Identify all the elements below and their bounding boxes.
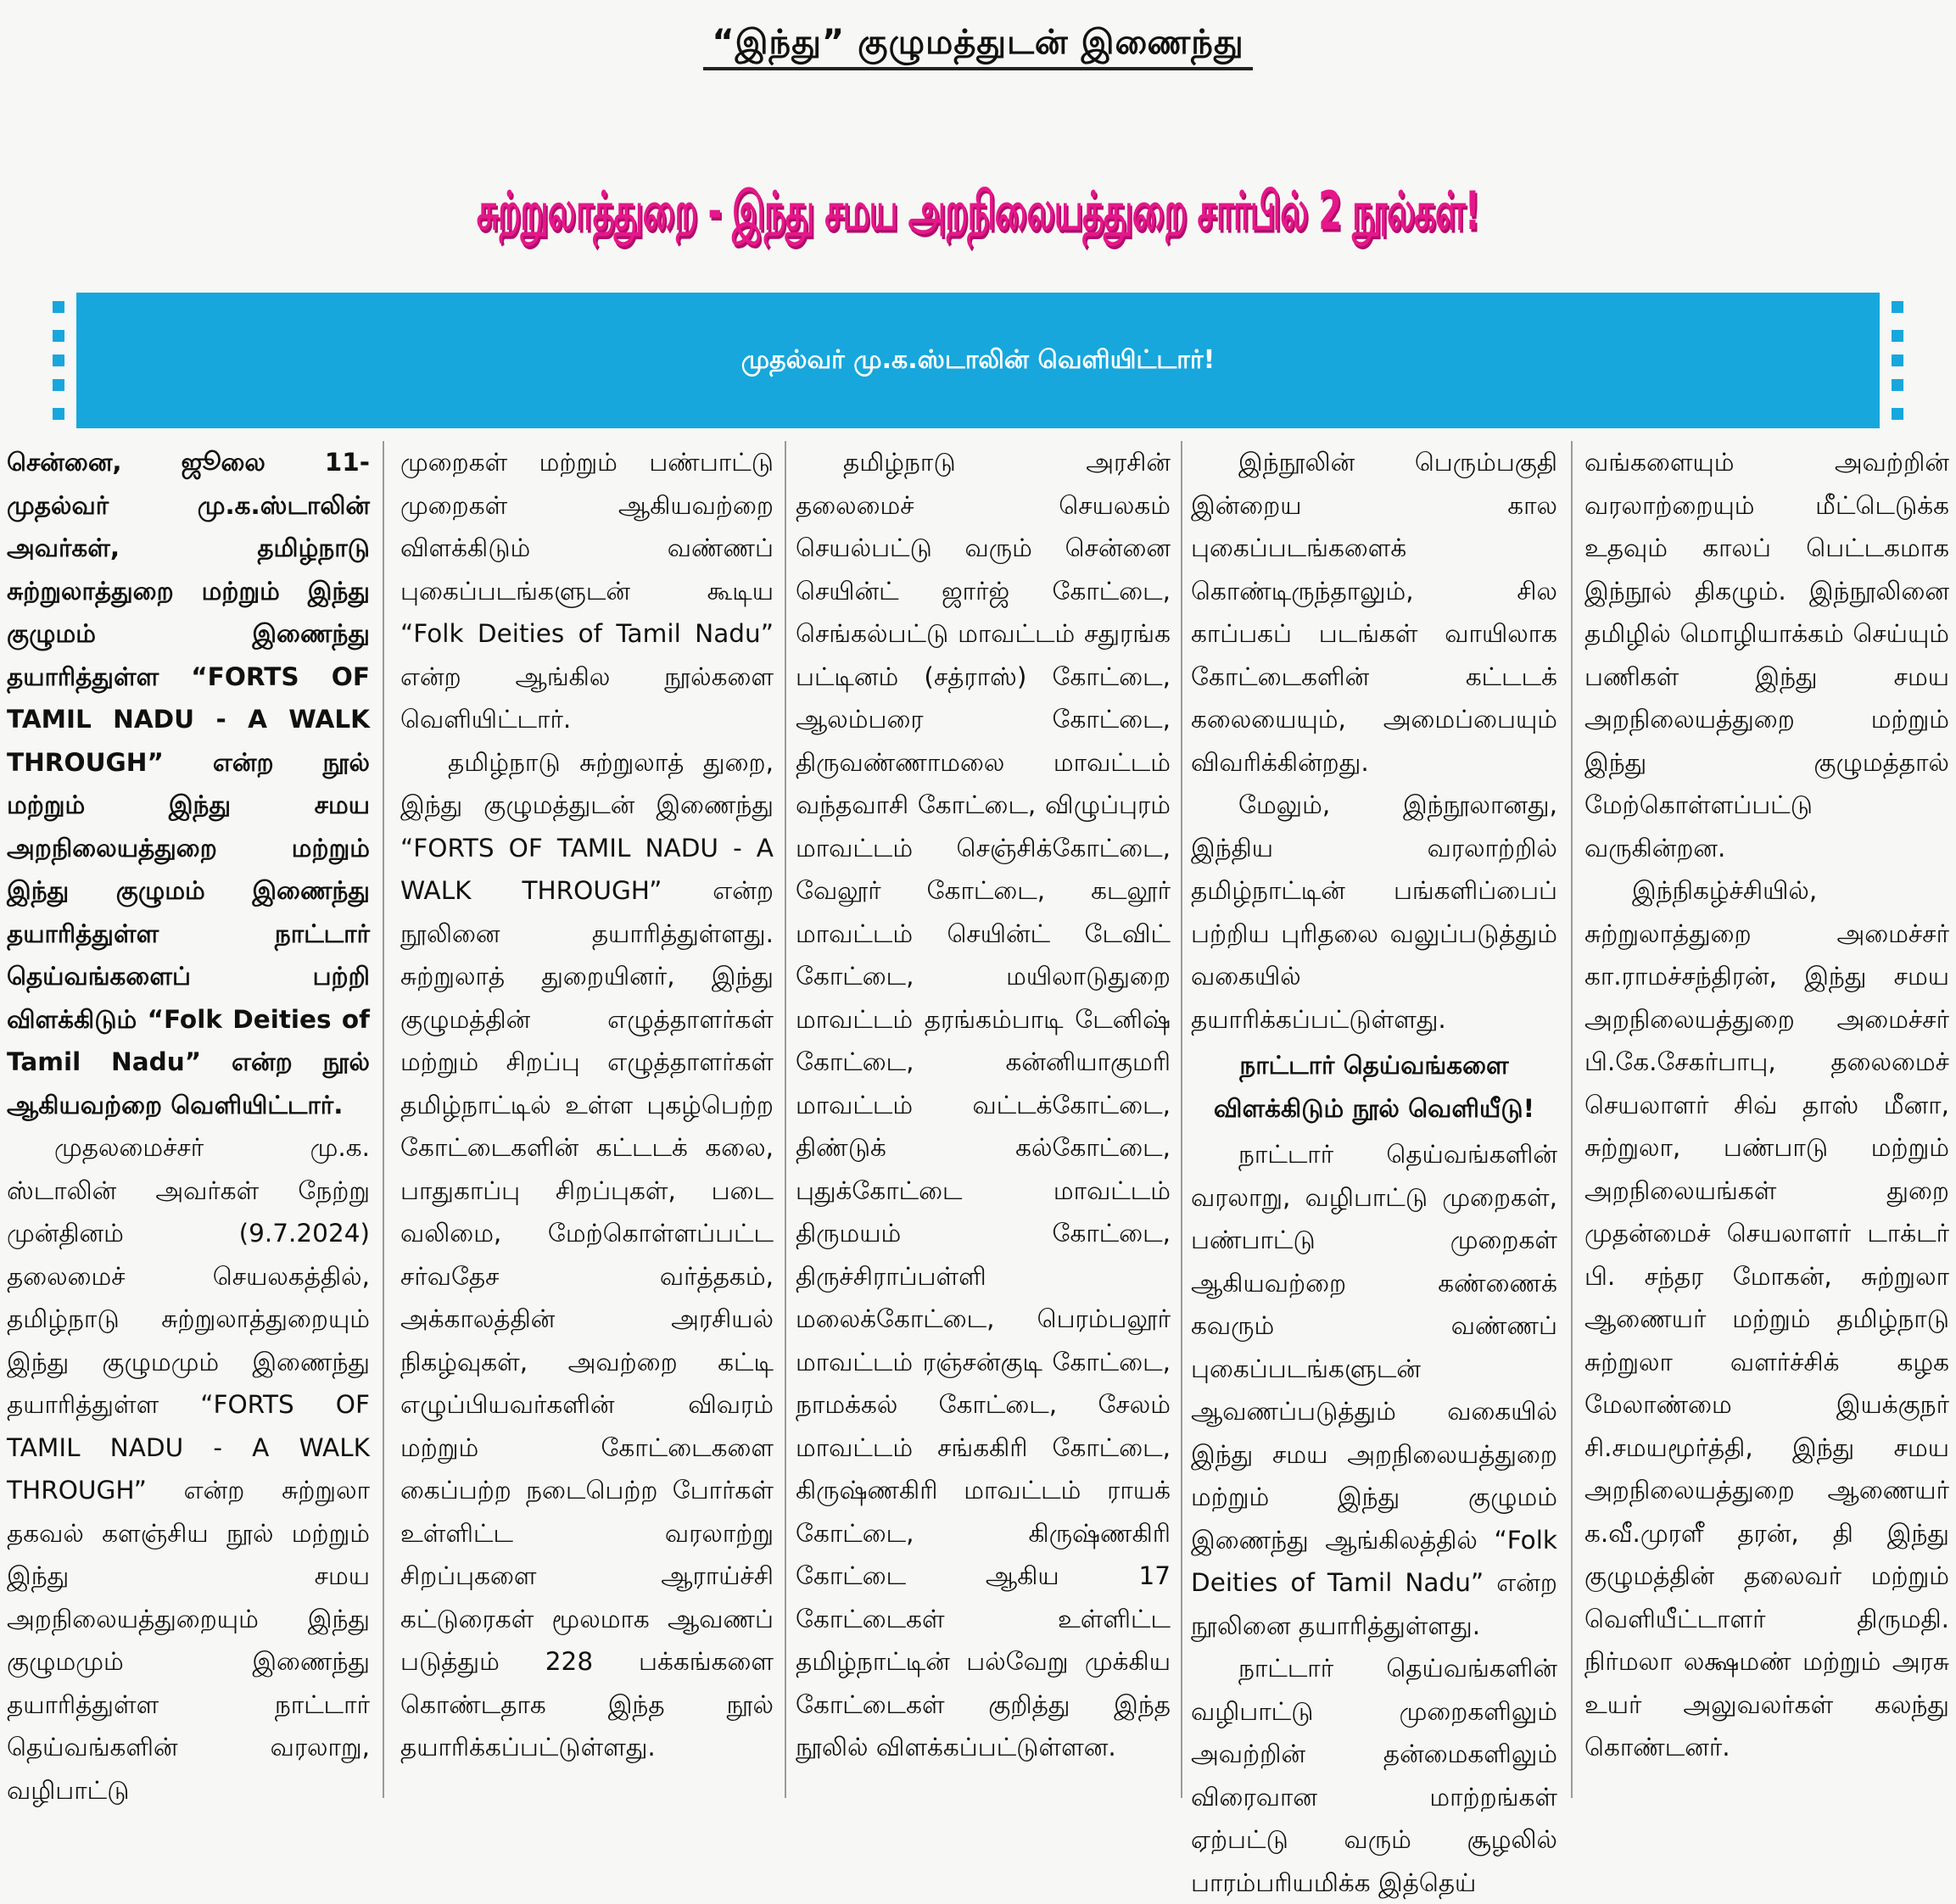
banner-right-ornament [1892, 293, 1903, 428]
body-paragraph: தமிழ்நாடு அரசின் தலைமைச் செயலகம் செயல்பட்டு வரும் சென்னை செயின்ட் ஜார்ஜ் கோட்டை, செங்கல்பட்டு மாவட்டம் சதுரங்க பட்டினம் (சத்ராஸ்) கோட்டை, ஆலம்பரை கோட்டை, திருவண்ணாமலை மாவட்டம் வந்தவாசி கோட்டை, விழுப்புரம் மாவட்டம் செஞ்சிக்கோட்டை, வேலூர் கோட்டை, கடலூர் மாவட்டம் செயின்ட் டேவிட் கோட்டை, மயிலாடுதுறை மாவட்டம் தரங்கம்பாடி டேனிஷ் கோட்டை, கன்னியாகுமரி மாவட்டம் வட்டக்கோட்டை, திண்டுக் கல்கோட்டை, புதுக்கோட்டை மாவட்டம் திருமயம் கோட்டை, திருச்சிராப்பள்ளி மலைக்கோட்டை, பெரம்பலூர் மாவட்டம் ரஞ்சன்குடி கோட்டை, நாமக்கல் கோட்டை, சேலம் மாவட்டம் சங்ககிரி கோட்டை, கிருஷ்ணகிரி மாவட்டம் ராயக் கோட்டை, கிருஷ்ணகிரி கோட்டை ஆகிய 17 கோட்டைகள் உள்ளிட்ட தமிழ்நாட்டின் பல்வேறு முக்கிய கோட்டைகள் குறித்து இந்த நூலில் விளக்கப்பட்டுள்ளன. [796, 448, 1171, 1762]
banner-left-ornament [53, 293, 64, 428]
body-paragraph: இந்நிகழ்ச்சியில், சுற்றுலாத்துறை அமைச்சர் கா.ராமச்சந்திரன், இந்து சமய அறநிலையத்துறை அமைச்சர் பி.கே.சேகர்பாபு, தலைமைச் செயலாளர் சிவ் தாஸ் மீனா, சுற்றுலா, பண்பாடு மற்றும் அறநிலையங்கள் துறை முதன்மைச் செயலாளர் டாக்டர் பி. சந்தர மோகன், சுற்றுலா ஆணையர் மற்றும் தமிழ்நாடு சுற்றுலா வளர்ச்சிக் கழக மேலாண்மை இயக்குநர் சி.சமயமூர்த்தி, இந்து சமய அறநிலையத்துறை ஆணையர் க.வீ.முரளீ தரன், தி இந்து குழுமத்தின் தலைவர் மற்றும் வெளியீட்டாளர் திருமதி. நிர்மலா லக்ஷமண் மற்றும் அரசு உயர் அலுவலர்கள் கலந்து கொண்டனர். [1584, 876, 1949, 1762]
column-rule [383, 441, 384, 1798]
section-subheading: நாட்டார் தெய்வங்களை விளக்கிடும் நூல் வெளியீடு! [1213, 1051, 1535, 1123]
body-paragraph: முறைகள் மற்றும் பண்பாட்டு முறைகள் ஆகியவற்றை விளக்கிடும் வண்ணப் புகைப்படங்களுடன் கூடிய “Folk Deities of Tamil Nadu” என்ற ஆங்கில நூல்களை வெளியிட்டார். [400, 448, 774, 734]
body-paragraph: வங்களையும் அவற்றின் வரலாற்றையும் மீட்டெடுக்க உதவும் காலப் பெட்டகமாக இந்நூல் திகழும். இந்நூலினை தமிழில் மொழியாக்கம் செய்யும் பணிகள் இந்து சமய அறநிலையத்துறை மற்றும் இந்து குழுமத்தால் மேற்கொள்ளப்பட்டு வருகின்றன. [1584, 448, 1949, 863]
body-paragraph: நாட்டார் தெய்வங்களின் வழிபாட்டு முறைகளிலும் அவற்றின் தன்மைகளிலும் விரைவான மாற்றங்கள் ஏற்பட்டு வரும் சூழலில் பாரம்பரியமிக்க இத்தெய் [1191, 1654, 1557, 1897]
article-column-4 [1191, 441, 1557, 1897]
article-column-3 [796, 441, 1171, 1806]
kicker-text: “இந்து” குழுமத்துடன் இணைந்து [703, 23, 1252, 70]
kicker-line [0, 3, 1956, 81]
body-paragraph: மேலும், இந்நூலானது, இந்திய வரலாற்றில் தமிழ்நாட்டின் பங்களிப்பைப் பற்றிய புரிதலை வலுப்படுத்தும் வகையில் தயாரிக்கப்பட்டுள்ளது. [1191, 790, 1557, 1034]
article-column-5 [1584, 441, 1949, 1806]
article-column-2 [400, 441, 774, 1806]
lead-paragraph: சென்னை, ஜூலை 11- முதல்வர் மு.க.ஸ்டாலின் அவர்கள், தமிழ்நாடு சுற்றுலாத்துறை மற்றும் இந்து குழுமம் இணைந்து தயாரித்துள்ள “FORTS OF TAMIL NADU - A WALK THROUGH” என்ற நூல் மற்றும் இந்து சமய அறநிலையத்துறை மற்றும் இந்து குழுமம் இணைந்து தயாரித்துள்ள நாட்டார் தெய்வங்களைப் பற்றி விளக்கிடும் “Folk Deities of Tamil Nadu” என்ற நூல் ஆகியவற்றை வெளியிட்டார். [7, 448, 370, 1120]
column-rule [1571, 441, 1573, 1798]
article-column-1 [7, 441, 370, 1806]
body-paragraph: முதலமைச்சர் மு.க. ஸ்டாலின் அவர்கள் நேற்று முன்தினம் (9.7.2024) தலைமைச் செயலகத்தில், தமிழ்நாடு சுற்றுலாத்துறையும் இந்து குழுமமும் இணைந்து தயாரித்துள்ள “FORTS OF TAMIL NADU - A WALK THROUGH” என்ற சுற்றுலா தகவல் களஞ்சிய நூல் மற்றும் இந்து சமய அறநிலையத்துறையும் இந்து குழுமமும் இணைந்து தயாரித்துள்ள நாட்டார் தெய்வங்களின் வரலாறு, வழிபாட்டு [7, 1133, 370, 1805]
main-headline: சுற்றுலாத்துறை - இந்து சமய அறநிலையத்துறை சார்பில் 2 நூல்கள்! [476, 181, 1480, 243]
column-rule [1181, 441, 1182, 1798]
body-paragraph: தமிழ்நாடு சுற்றுலாத் துறை, இந்து குழுமத்துடன் இணைந்து “FORTS OF TAMIL NADU - A WALK THROUGH” என்ற நூலினை தயாரித்துள்ளது. சுற்றுலாத் துறையினர், இந்து குழுமத்தின் எழுத்தாளர்கள் மற்றும் சிறப்பு எழுத்தாளர்கள் தமிழ்நாட்டில் உள்ள புகழ்பெற்ற கோட்டைகளின் கட்டடக் கலை, பாதுகாப்பு சிறப்புகள், படை வலிமை, மேற்கொள்ளப்பட்ட சர்வதேச வர்த்தகம், அக்காலத்தின் அரசியல் நிகழ்வுகள், அவற்றை கட்டி எழுப்பியவர்களின் விவரம் மற்றும் கோட்டைகளை கைப்பற்ற நடைபெற்ற போர்கள் உள்ளிட்ட வரலாற்று சிறப்புகளை ஆராய்ச்சி கட்டுரைகள் மூலமாக ஆவணப் படுத்தும் 228 பக்கங்களை கொண்டதாக இந்த நூல் தயாரிக்கப்பட்டுள்ளது. [400, 747, 774, 1762]
body-paragraph: நாட்டார் தெய்வங்களின் வரலாறு, வழிபாட்டு முறைகள், பண்பாட்டு முறைகள் ஆகியவற்றை கண்ணைக் கவரும் வண்ணப் புகைப்படங்களுடன் ஆவணப்படுத்தும் வகையில் இந்து சமய அறநிலையத்துறை மற்றும் இந்து குழுமம் இணைந்து ஆங்கிலத்தில் “Folk Deities of Tamil Nadu” என்ற நூலினை தயாரித்துள்ளது. [1191, 1140, 1557, 1640]
column-rule [785, 441, 786, 1798]
subheadline-banner [76, 293, 1880, 428]
body-paragraph: இந்நூலின் பெரும்பகுதி இன்றைய கால புகைப்படங்களைக் கொண்டிருந்தாலும், சில காப்பகப் படங்கள் வாயிலாக கோட்டைகளின் கட்டடக் கலையையும், அமைப்பையும் விவரிக்கின்றது. [1191, 448, 1557, 777]
banner-text: முதல்வர் மு.க.ஸ்டாலின் வெளியிட்டார்! [740, 345, 1216, 375]
